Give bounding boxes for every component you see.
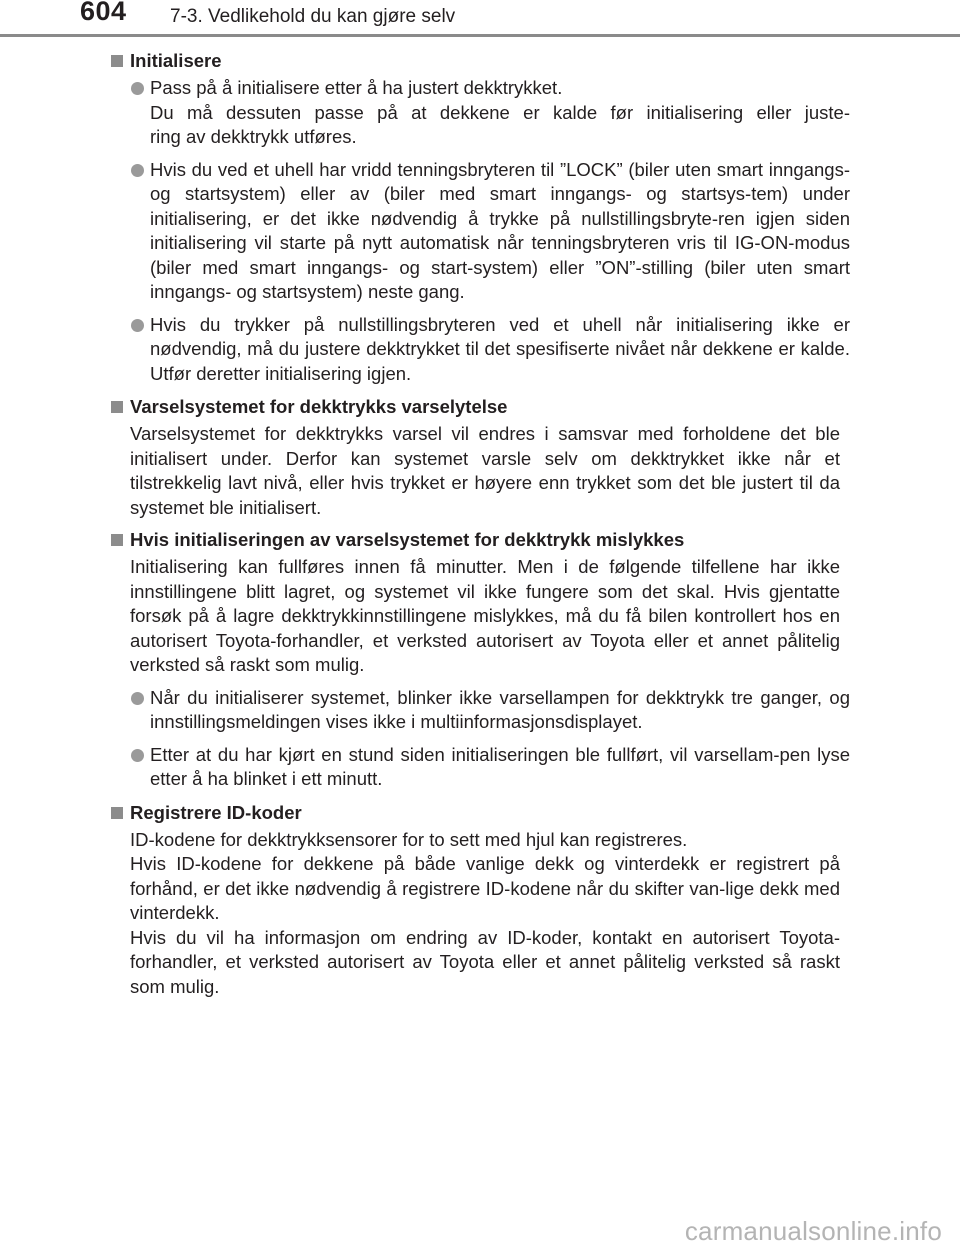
circle-bullet-icon	[131, 164, 144, 177]
paragraph: Initialisering kan fullføres innen få minutter. Men i de følgende tilfellene har ikke innstillingene blitt lagret, og systemet vil ikke fungere som det skal. Hvis gjentatte forsøk på å lagre dekktrykkinnstillingene mislykkes, må du få bilen kontrollert hos en autorisert Toyota-forhandler, et verksted autorisert av Toyota eller et annet pålitelig verksted så raskt som mulig.	[130, 556, 840, 675]
circle-bullet-icon	[131, 82, 144, 95]
list-item	[130, 313, 850, 387]
list-item	[130, 743, 850, 792]
section-registrere	[110, 800, 850, 1000]
circle-bullet-icon	[131, 749, 144, 762]
section-heading	[110, 394, 850, 420]
bullet-text: Hvis du trykker på nullstillingsbryteren ved et uhell når initialisering ikke er nødvendig, må du justere dekktrykket til det spesifiserte nivået når dekkene er kalde. Utfør deretter initialisering igjen.	[150, 313, 850, 384]
section-title: Initialisere	[130, 50, 222, 71]
bullet-text-line: Du må dessuten passe på at dekkene er kalde før initialisering eller juste-	[150, 101, 850, 123]
circle-bullet-icon	[131, 319, 144, 332]
section-title: Varselsystemet for dekktrykks varselytelse	[130, 396, 508, 417]
list-item	[130, 158, 850, 305]
section-varsel	[110, 394, 850, 520]
section-title: Hvis initialiseringen av varselsystemet for dekktrykk mislykkes	[130, 529, 685, 550]
section-mislykkes	[110, 527, 850, 792]
page-number: 604	[80, 0, 127, 26]
header-divider	[0, 34, 960, 37]
list-item	[130, 76, 850, 150]
page-content	[110, 48, 850, 1006]
paragraph: ID-kodene for dekktrykksensorer for to sett med hjul kan registreres.	[130, 828, 688, 850]
section-title: Registrere ID-koder	[130, 801, 302, 823]
watermark: carmanualsonline.info	[684, 1216, 942, 1246]
section-initialisere	[110, 48, 850, 386]
paragraph: Hvis ID-kodene for dekkene på både vanlige dekk og vinterdekk er registrert på forhånd, er det ikke nødvendig å registrere ID-kodene når du skifter van-lige dekk med vinterdekk.	[130, 853, 840, 923]
circle-bullet-icon	[131, 692, 144, 705]
bullet-text-line: Pass på å initialisere etter å ha justert dekktrykket.	[150, 77, 563, 98]
bullet-text-line: ring av dekktrykk utføres.	[150, 126, 357, 147]
list-item	[130, 686, 850, 735]
paragraph: Varselsystemet for dekktrykks varsel vil endres i samsvar med forholdene det ble initialisert under. Derfor kan systemet varsle selv om dekktrykket ikke når et tilstrekkelig lavt nivå, eller hvis trykket er høyere enn trykket som det ble justert til da systemet ble initialisert.	[130, 423, 840, 518]
section-heading	[110, 48, 850, 74]
page-header	[0, 0, 960, 38]
bullet-text: Hvis du ved et uhell har vridd tenningsbryteren til ”LOCK” (biler uten smart inngangs- og startsystem) eller av (biler med smart inngangs- og startsys-tem) under initialisering, er det ikke nødvendig å trykke på nullstillingsbryte-ren igjen siden initialisering vil starte på nytt automatisk når tenningsbryteren vris til IG-ON-modus (biler med smart inngangs- og start-system) eller ”ON”-stilling (biler uten smart inngangs- og startsystem) neste gang.	[150, 158, 850, 302]
section-heading	[110, 527, 850, 553]
square-bullet-icon	[111, 55, 123, 67]
chapter-title: 7-3. Vedlikehold du kan gjøre selv	[170, 6, 456, 27]
paragraph: Hvis du vil ha informasjon om endring av ID-koder, kontakt en autorisert Toyota-forhandler, et verksted autorisert av Toyota eller et annet pålitelig verksted så raskt som mulig.	[130, 926, 840, 997]
bullet-text: Etter at du har kjørt en stund siden initialiseringen ble fullført, vil varsellam-pen lyse etter å ha blinket i ett minutt.	[150, 743, 850, 789]
square-bullet-icon	[111, 534, 123, 546]
section-heading	[110, 800, 850, 826]
bullet-text: Når du initialiserer systemet, blinker ikke varsellampen for dekktrykk tre ganger, og innstillingsmeldingen vises ikke i multiinformasjonsdisplayet.	[150, 686, 850, 732]
square-bullet-icon	[111, 401, 123, 413]
square-bullet-icon	[111, 807, 123, 819]
